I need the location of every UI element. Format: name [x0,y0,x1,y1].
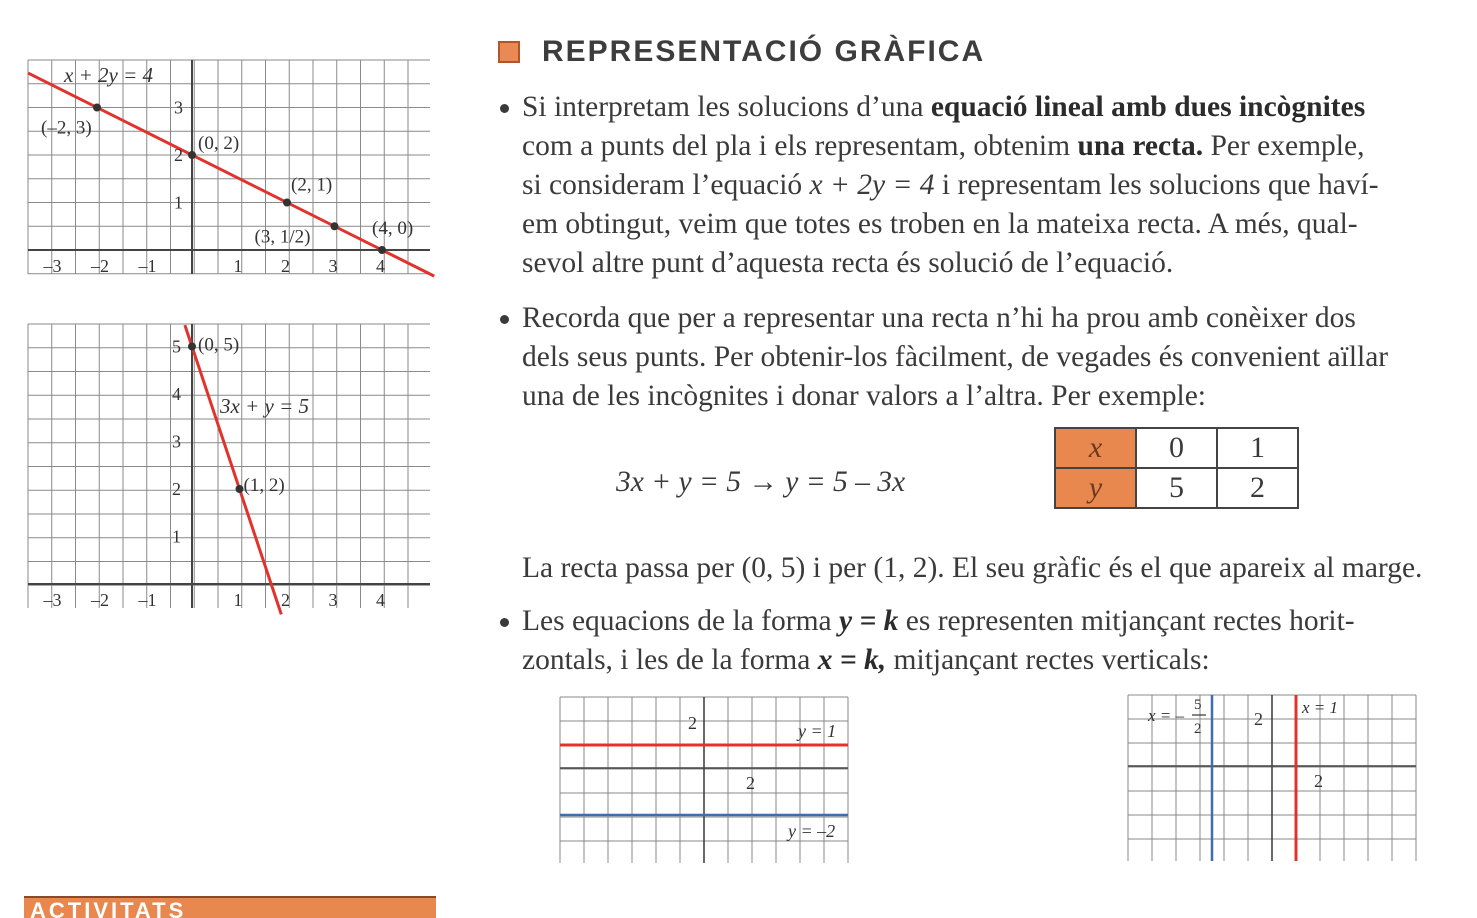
y-tick-label: 5 [172,336,181,357]
y-tick-label: 2 [174,145,183,165]
graph-3x-plus-y-equals-5 [28,324,430,608]
graph-horizontal-lines [560,697,848,863]
table-row [1055,428,1298,468]
bullet-2-line-1: Recorda que per a representar una recta n’hi ha prou amb conèixer dos [522,302,1356,334]
activities-banner: ACTIVITATS [24,896,436,918]
graph-vertical-lines [1128,695,1416,861]
bullet-3-line-1: Les equacions de la forma y = k es representen mitjançant rectes horit- [522,605,1355,637]
bullet-2-line-2: dels seus punts. Per obtenir-los fàcilment, de vegades és convenient aïllar [522,341,1389,373]
x-tick-label: 2 [281,256,290,276]
table-cell: 2 [1217,468,1298,508]
conclusion-text: La recta passa per (0, 5) i per (1, 2). El seu gràfic és el que apareix al marge. [522,552,1423,584]
section-title: REPRESENTACIÓ GRÀFICA [542,35,986,68]
label-x-equals-1: x = 1 [1302,698,1339,717]
point-label: (3, 1/2) [254,226,311,248]
bullet-1-line-5: sevol altre punt d’aquesta recta és solució de l’equació. [522,247,1174,279]
bullet-dot-icon [500,315,509,324]
x-tick-label: –3 [43,590,62,610]
y-axis-label: 2 [1254,709,1263,729]
bullet-dot-icon [500,104,509,113]
x-tick-label: –2 [91,256,109,276]
grid [28,60,430,274]
value-table [1054,427,1299,509]
x-tick-label: 3 [328,256,338,276]
x-tick-label: 1 [233,590,243,610]
fraction-denominator: 2 [1194,721,1202,737]
point-marker [188,151,196,159]
table-header-x: x [1055,428,1136,468]
bullet-2-line-3: una de les incògnites i donar valors a l’altra. Per exemple: [522,380,1207,412]
fraction-numerator: 5 [1194,697,1202,713]
x-tick-label: –2 [91,590,109,610]
x-tick-label: –1 [138,590,157,610]
bullet-1-line-1: Si interpretam les solucions d’una equació lineal amb dues incògnites [522,91,1366,123]
point-label: (0, 2) [198,133,240,154]
y-tick-label: 3 [172,431,181,452]
isolated-equation: 3x + y = 5 → y = 5 – 3x [616,466,906,498]
x-axis-label: 2 [1314,771,1323,791]
point-marker [378,246,386,254]
point-label: (4, 0) [372,218,414,239]
table-cell: 0 [1136,428,1217,468]
bullet-3-line-2: zontals, i les de la forma x = k, mitjançant rectes verticals: [522,644,1210,676]
point-marker [283,199,291,207]
bullet-1-line-2: com a punts del pla i els representam, obtenim una recta. Per exemple, [522,130,1365,162]
table-cell: 1 [1217,428,1298,468]
equation-label: 3x + y = 5 [220,394,309,418]
point-label: (2, 1) [291,174,333,196]
y-axis-label: 2 [688,713,697,733]
equation-label: x + 2y = 4 [64,63,153,87]
table-row [1055,468,1298,508]
line-x-plus-2y-equals-4 [28,73,434,276]
label-x-equals-prefix: x = – [1148,706,1185,725]
y-tick-label: 1 [172,526,181,547]
graph-x-plus-2y-equals-4 [28,60,430,274]
x-tick-label: 4 [376,590,385,610]
heading-marker-icon [498,41,520,63]
x-tick-label: 1 [233,256,243,276]
y-tick-label: 4 [172,384,181,404]
bullet-1-line-4: em obtingut, veim que totes es troben en la mateixa recta. A més, qual- [522,208,1358,240]
point-label: (0, 5) [198,334,240,356]
x-tick-label: 3 [328,590,338,610]
x-tick-label: –1 [138,256,157,276]
y-tick-label: 2 [172,479,181,499]
point-marker [236,485,244,493]
label-y-equals-minus-2: y = –2 [788,821,836,841]
table-header-y: y [1055,468,1136,508]
point-marker [188,343,196,351]
bullet-dot-icon [500,618,509,627]
x-tick-label: –3 [43,256,62,276]
x-tick-label: 4 [376,256,385,276]
x-axis-label: 2 [746,773,755,793]
x-tick-label: 2 [281,590,290,610]
y-tick-label: 1 [174,192,183,213]
point-marker [331,222,339,230]
point-label: (–2, 3) [41,117,92,139]
label-y-equals-1: y = 1 [798,721,837,741]
point-marker [93,104,101,112]
line-3x-plus-y-equals-5 [185,325,281,614]
point-label: (1, 2) [243,475,285,496]
y-tick-label: 3 [174,97,183,118]
section-heading [498,30,985,74]
table-cell: 5 [1136,468,1217,508]
bullet-1-line-3: si consideram l’equació x + 2y = 4 i representam les solucions que haví- [522,169,1379,201]
